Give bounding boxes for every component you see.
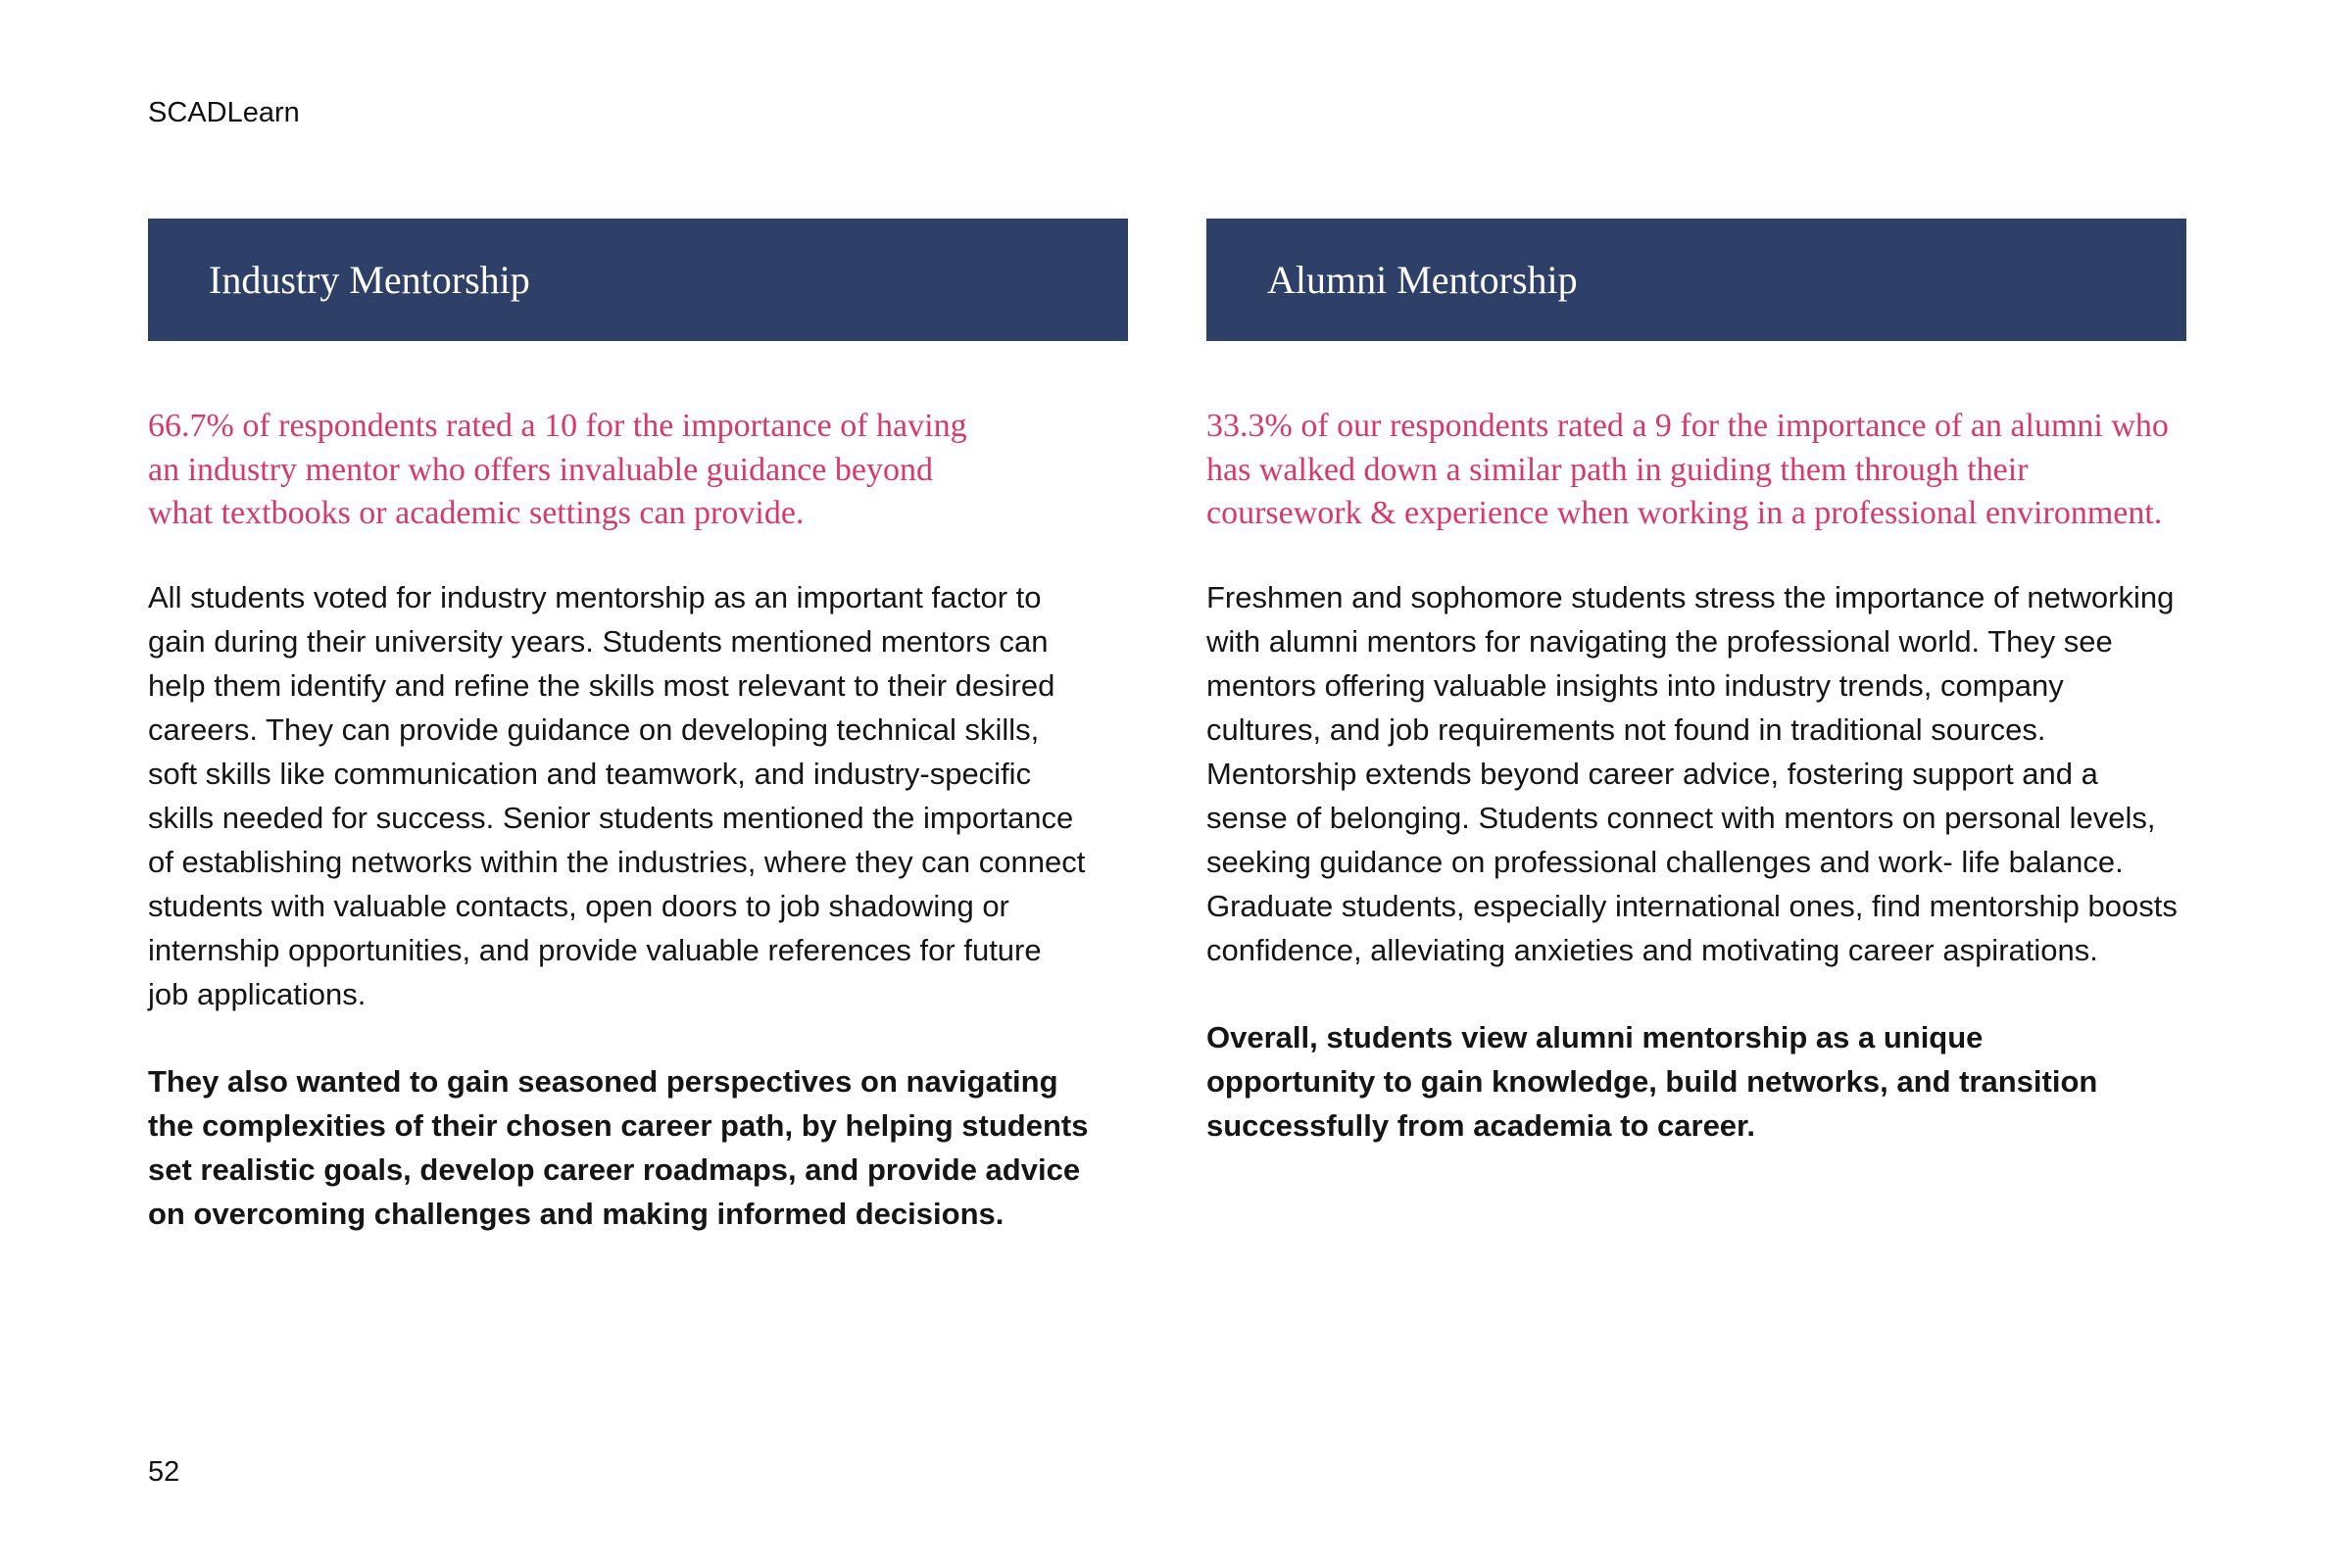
- section-conclusion: Overall, students view alumni mentorship as a unique opportunity to gain knowledge, build networks, and transition successfully from academia to career.: [1206, 1019, 2098, 1143]
- section-title-banner: Industry Mentorship: [148, 219, 1128, 341]
- survey-statistic: 66.7% of respondents rated a 10 for the importance of having an industry mentor who offers invaluable guidance beyond what textbooks or academic settings can provide.: [148, 408, 967, 531]
- section-body: All students voted for industry mentorship as an important factor to gain during their university years. Students mentioned mentors can help them identify and refine the skills most relevant to their desired careers. They can provide guidance on developing technical skills, soft skills like communication and teamwork, and industry-specific skills needed for success. Senior students mentioned the importance of establishing networks within the industries, where they can connect students with valuable contacts, open doors to job shadowing or internship opportunities, and provide valuable references for future job applications.: [148, 579, 1086, 1011]
- section-conclusion: They also wanted to gain seasoned perspectives on navigating the complexities of their chosen career path, by helping students set realistic goals, develop career roadmaps, and provide advice on overcoming challenges and making informed decisions.: [148, 1063, 1089, 1231]
- brand-name: SCADLearn: [148, 97, 300, 128]
- page-number: 52: [148, 1456, 180, 1488]
- survey-statistic: 33.3% of our respondents rated a 9 for the importance of an alumni who has walked down a similar path in guiding them through their coursework & experience when working in a professional environment.: [1206, 408, 2169, 531]
- industry-mentorship-section: [148, 219, 1128, 1236]
- section-title-banner: Alumni Mentorship: [1206, 219, 2186, 341]
- section-body: Freshmen and sophomore students stress the importance of networking with alumni mentors for navigating the professional world. They see mentors offering valuable insights into industry trends, company cultures, and job requirements not found in traditional sources. Mentorship extends beyond career advice, fostering support and a sense of belonging. Students connect with mentors on personal levels, seeking guidance on professional challenges and work- life balance. Graduate students, especially international ones, find mentorship boosts confidence, alleviating anxieties and motivating career aspirations.: [1206, 579, 2178, 967]
- alumni-mentorship-section: [1206, 219, 2186, 1148]
